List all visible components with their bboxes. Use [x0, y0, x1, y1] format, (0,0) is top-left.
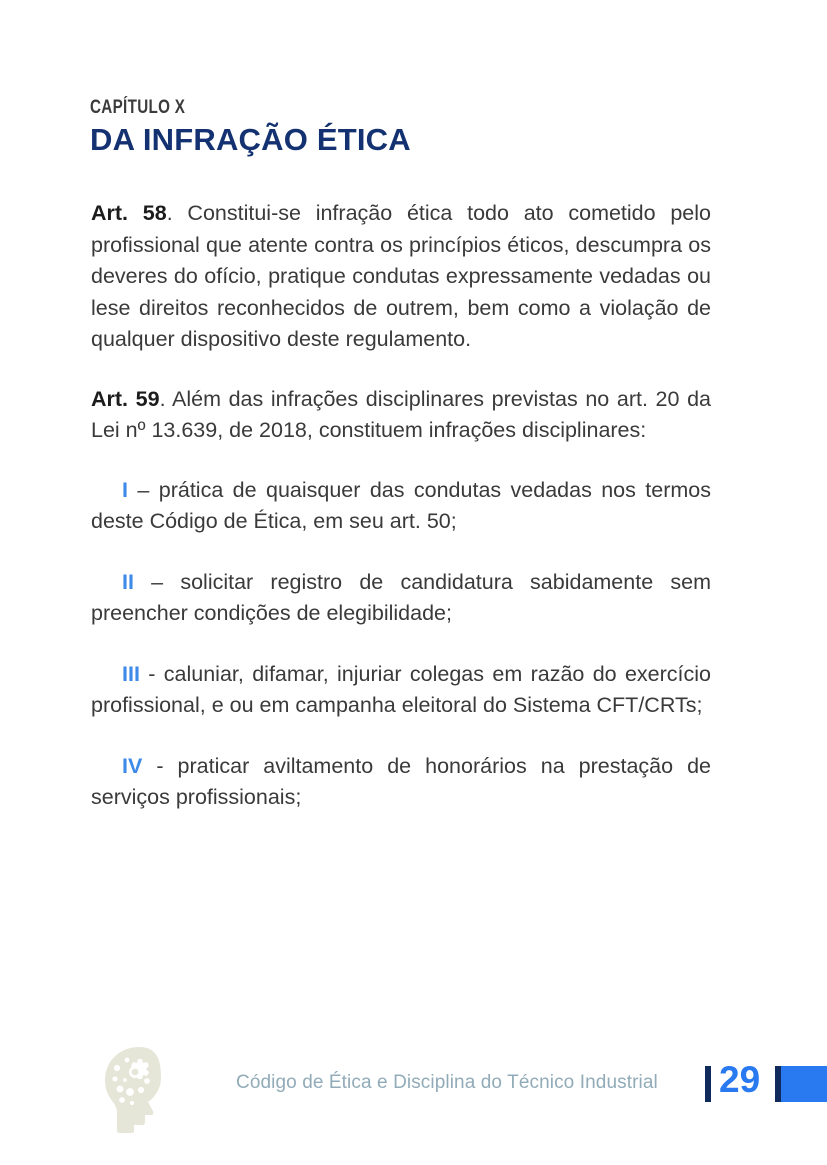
- article-label-59: Art. 59: [91, 386, 160, 411]
- item-text-iii: caluniar, difamar, injuriar colegas em razão do exercício profissional, e ou em campanha eleitoral do Sistema CFT/CRTs;: [91, 661, 711, 717]
- item-numeral-iii: III: [122, 661, 140, 686]
- list-item-iv: [91, 751, 711, 814]
- paragraph-art-59: [91, 384, 711, 447]
- article-text-59: . Além das infrações disciplinares previstas no art. 20 da Lei nº 13.639, de 2018, constituem infrações disciplinares:: [91, 386, 712, 442]
- item-text-iv: praticar aviltamento de honorários na prestação de serviços profissionais;: [91, 753, 712, 809]
- head-with-gear-icon: [98, 1044, 182, 1136]
- list-item-iii: [91, 659, 711, 722]
- article-label-58: Art. 58: [91, 201, 167, 225]
- item-numeral-iv: IV: [122, 753, 143, 778]
- list-item-ii: [91, 567, 711, 630]
- footer-divider-left: [705, 1066, 711, 1102]
- document-body: [91, 198, 711, 843]
- footer-accent-block: [781, 1066, 827, 1102]
- item-separator-iv: -: [142, 753, 178, 778]
- page-footer: [0, 1040, 827, 1150]
- article-text-58: . Constitui-se infração ética todo ato cometido pelo profissional que atente contra os princípios éticos, descumpra os deveres do ofício, pratique condutas expressamente vedadas ou lese direitos reconhecidos de outrem, bem como a violação de qualquer dispositivo deste regulamento.: [91, 201, 711, 351]
- item-separator-ii: –: [133, 569, 181, 594]
- item-numeral-i: I: [122, 477, 128, 502]
- item-text-ii: solicitar registro de candidatura sabidamente sem preencher condições de elegibilidade;: [91, 569, 711, 625]
- paragraph-art-58: [91, 198, 711, 356]
- footer-document-title: Código de Ética e Disciplina do Técnico Industrial: [236, 1072, 658, 1093]
- item-numeral-ii: II: [122, 569, 134, 594]
- chapter-label: CAPÍTULO X: [90, 97, 186, 118]
- item-separator-iii: -: [139, 661, 164, 686]
- item-text-i: prática de quaisquer das condutas vedadas nos termos deste Código de Ética, em seu art. 50;: [91, 477, 711, 533]
- page-number: 29: [719, 1059, 761, 1100]
- chapter-heading: [90, 98, 730, 158]
- item-separator-i: –: [127, 477, 159, 502]
- list-item-i: [91, 475, 711, 538]
- chapter-title: DA INFRAÇÃO ÉTICA: [90, 121, 411, 157]
